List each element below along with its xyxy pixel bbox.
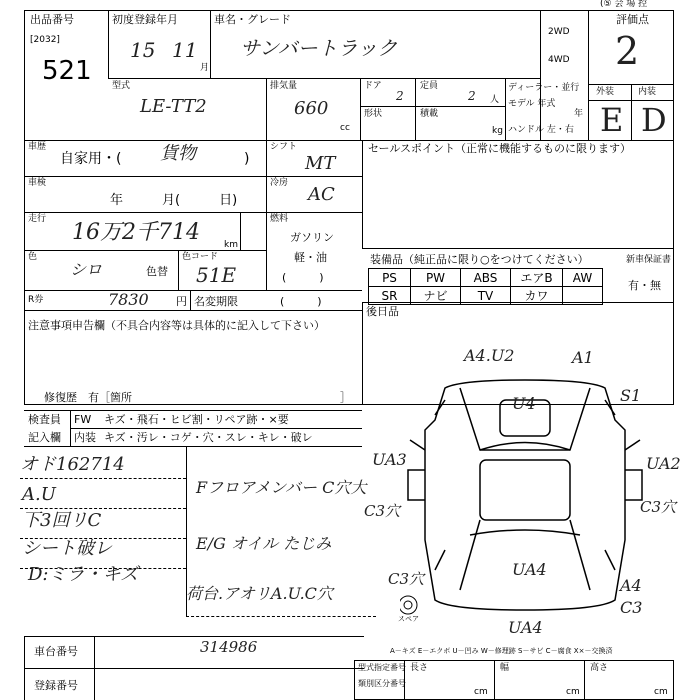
drive-2wd: 2WD	[548, 27, 570, 37]
first-reg-label: 初度登録年月	[112, 13, 178, 26]
title-limit-value: ( )	[280, 295, 322, 308]
legend-text: A－キズ E－エクボ U－凹み W－修理跡 S－サビ C－腐食 X×－交換済	[390, 647, 613, 655]
shape-label: 形状	[364, 109, 383, 119]
width-cm: cm	[566, 687, 580, 697]
history-hand: 貨物	[160, 143, 196, 164]
cc-unit: cc	[340, 123, 350, 133]
inspector-label: 検査員	[28, 413, 61, 426]
note-left-1: オド162714	[20, 454, 125, 475]
equip-ps[interactable]: PS	[369, 269, 411, 287]
dmg-a1: A1	[572, 348, 594, 367]
equip-sr[interactable]: SR	[369, 287, 411, 305]
equip-tv[interactable]: TV	[461, 287, 511, 305]
note-right-3: 荷台.アオリA.U.C穴	[186, 584, 333, 603]
note-left-4: シート破レ	[22, 538, 112, 559]
name-label: 車名・グレード	[214, 13, 291, 26]
category-label: 類別区分番号	[358, 679, 406, 688]
dmg-bottom-ua4: UA4	[508, 618, 543, 637]
dmg-s1: S1	[620, 386, 642, 405]
drive-4wd: 4WD	[548, 55, 570, 65]
width-label: 幅	[500, 663, 510, 673]
sales-point-label: セールスポイント（正常に機能するものに限ります）	[368, 142, 632, 155]
first-reg-month-suffix: 月	[200, 63, 210, 73]
repair-close: ］	[340, 391, 351, 404]
recycle-value: 7830	[108, 290, 149, 309]
first-reg-month: 11	[172, 38, 198, 62]
ac-label: 冷房	[270, 178, 289, 188]
interior-items: キズ・汚レ・コゲ・穴・スレ・キレ・破レ	[104, 431, 313, 444]
shift-value: MT	[305, 153, 336, 174]
displacement-value: 660	[294, 98, 329, 119]
inspection-value: 年 月( 日)	[110, 193, 238, 208]
mileage-value: 16万2千714	[72, 220, 200, 245]
ac-value: AC	[308, 184, 335, 205]
spare-label: スペア	[398, 615, 419, 623]
name-value: サンバートラック	[240, 36, 398, 60]
displacement-label: 排気量	[270, 81, 298, 91]
equip-pw[interactable]: PW	[411, 269, 461, 287]
dmg-c3-bottom-left: C3穴	[388, 570, 425, 588]
load-label: 積載	[420, 109, 439, 119]
fuel-light: 軽・油	[294, 251, 327, 264]
dealer-label: ディーラー・並行	[508, 83, 580, 93]
equip-navi[interactable]: ナビ	[411, 287, 461, 305]
dmg-ua3: UA3	[372, 450, 407, 469]
history-close: )	[244, 151, 250, 167]
grade-label: 評価点	[616, 13, 649, 26]
color-label: 色	[28, 252, 38, 262]
note-left-2: A.U	[22, 484, 56, 505]
first-reg-year: 15	[130, 38, 156, 62]
km-unit: km	[224, 240, 238, 250]
dmg-c3-left: C3穴	[364, 502, 401, 520]
dmg-a4: A4	[620, 576, 642, 595]
door-label: ドア	[364, 81, 382, 91]
color-code-label: 色コード	[182, 252, 219, 262]
rear-item-label: 後日品	[366, 305, 399, 318]
dmg-u4-top: U4	[512, 394, 536, 413]
recycle-label: R券	[28, 295, 44, 305]
interior-value: D	[641, 101, 667, 139]
interior-label: 内装	[638, 87, 657, 97]
dmg-a4u2: A4.U2	[464, 346, 515, 365]
fuel-paren: ( )	[282, 271, 324, 284]
interior-check-label: 内装	[74, 431, 96, 444]
note-left-5: D:ミラ・キズ	[28, 564, 139, 585]
grade-value: 2	[615, 29, 640, 73]
yen-unit: 円	[176, 295, 187, 308]
equipment-label: 装備品（純正品に限り○をつけてください）	[370, 253, 589, 266]
equip-airbag[interactable]: エアB	[511, 269, 563, 287]
equip-aw[interactable]: AW	[563, 269, 603, 287]
door-value: 2	[396, 89, 404, 103]
recorder-label: 記入欄	[28, 431, 61, 444]
inspection-label: 車検	[28, 178, 47, 188]
equip-abs[interactable]: ABS	[461, 269, 511, 287]
dmg-c3: C3	[620, 598, 643, 617]
caution-label: 注意事項申告欄（不具合内容等は具体的に記入して下さい）	[28, 319, 325, 332]
note-right-1: Fフロアメンバー C穴大	[196, 478, 367, 497]
shape-change-label: 型式指定番号	[358, 663, 406, 672]
lot-number: 521	[42, 56, 92, 86]
model-year-label: モデル 年式	[508, 99, 556, 109]
handle-label: ハンドル 左・右	[508, 125, 574, 135]
color-value: シロ	[70, 260, 103, 279]
lot-code: [2032]	[30, 35, 60, 45]
title-limit-label: 名変期限	[194, 295, 238, 308]
lot-label: 出品番号	[30, 13, 74, 26]
fuel-label: 燃料	[270, 214, 289, 224]
chassis-label: 車台番号	[34, 645, 78, 658]
chassis-value: 314986	[200, 638, 258, 656]
color-code-value: 51E	[196, 263, 237, 287]
exterior-label: 外装	[596, 87, 615, 97]
dmg-ua2: UA2	[646, 454, 681, 473]
reg-label: 登録番号	[34, 679, 78, 692]
capacity-value: 2	[468, 89, 476, 103]
trim-label: 色替	[146, 265, 168, 278]
history-value: 自家用・(	[60, 151, 122, 167]
note-left-3: 下3回リC	[22, 510, 102, 531]
shift-label: シフト	[270, 142, 298, 152]
new-warranty-value: 有・無	[628, 279, 661, 292]
dmg-c3-right: C3穴	[640, 498, 677, 516]
dmg-ua4: UA4	[512, 560, 547, 579]
fuel-gas: ガソリン	[290, 231, 334, 244]
person-unit: 人	[490, 95, 500, 105]
height-cm: cm	[654, 687, 668, 697]
repair-label: 修復歴 有［箇所	[44, 391, 132, 404]
fw-label: FW	[74, 413, 92, 426]
note-right-2: E/G オイル たじみ	[196, 534, 332, 553]
new-warranty-label: 新車保証書	[626, 255, 672, 265]
kg-unit: kg	[492, 126, 503, 136]
height-label: 高さ	[590, 663, 609, 673]
equip-leather[interactable]: カワ	[511, 287, 563, 305]
history-label: 車歴	[28, 142, 47, 152]
exterior-value: E	[600, 101, 624, 139]
fw-items: キズ・飛石・ヒビ割・リペア跡・×要	[104, 413, 289, 426]
length-cm: cm	[474, 687, 488, 697]
year-unit: 年	[574, 109, 584, 119]
top-right-mark: (⑤ 会 場 控	[600, 0, 648, 9]
model-value: LE-TT2	[140, 96, 207, 117]
model-label: 型式	[112, 81, 131, 91]
length-label: 長さ	[410, 663, 429, 673]
equipment-table	[368, 268, 603, 305]
mileage-label: 走行	[28, 214, 47, 224]
capacity-label: 定員	[420, 81, 439, 91]
